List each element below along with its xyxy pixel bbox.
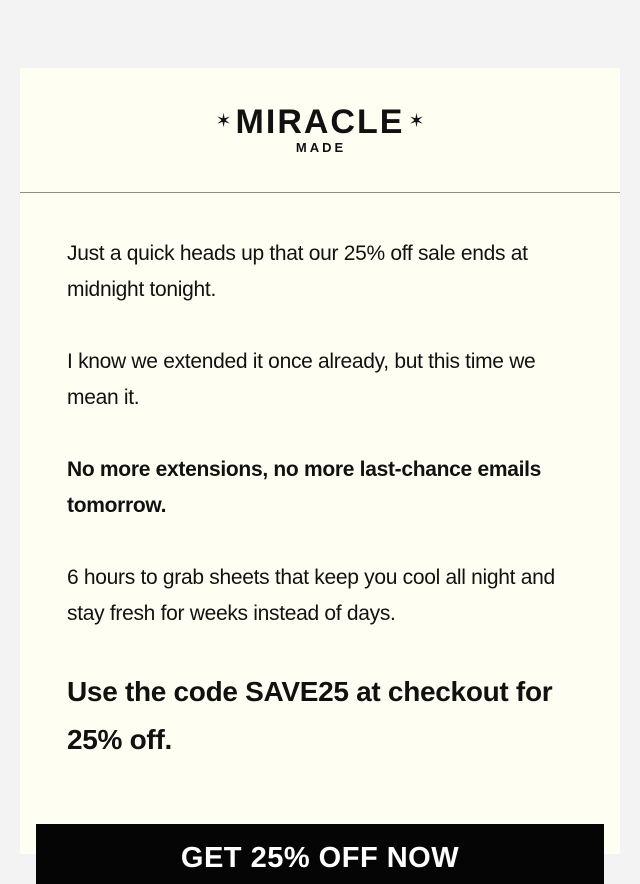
- star-left-icon: ✶: [215, 110, 232, 132]
- promo-code-heading: Use the code SAVE25 at checkout for 25% off.: [67, 676, 553, 755]
- brand-wordmark: [20, 104, 620, 140]
- brand-logo[interactable]: [20, 104, 620, 154]
- email-header: [20, 68, 620, 193]
- paragraph-sale-ends: Just a quick heads up that our 25% off sale ends at midnight tonight.: [67, 242, 528, 301]
- paragraph-no-extensions: No more extensions, no more last-chance emails tomorrow.: [67, 458, 542, 517]
- get-discount-button[interactable]: GET 25% OFF NOW: [36, 824, 604, 884]
- brand-name: MIRACLE: [235, 103, 405, 141]
- paragraph-extended-once: I know we extended it once already, but this time we mean it.: [67, 350, 536, 409]
- brand-subtitle: MADE: [295, 140, 347, 155]
- star-right-icon: ✶: [408, 110, 425, 132]
- email-body: [67, 236, 587, 764]
- email-card: [20, 68, 620, 874]
- paragraph-hours-left: 6 hours to grab sheets that keep you cool all night and stay fresh for weeks instead of days.: [67, 566, 555, 625]
